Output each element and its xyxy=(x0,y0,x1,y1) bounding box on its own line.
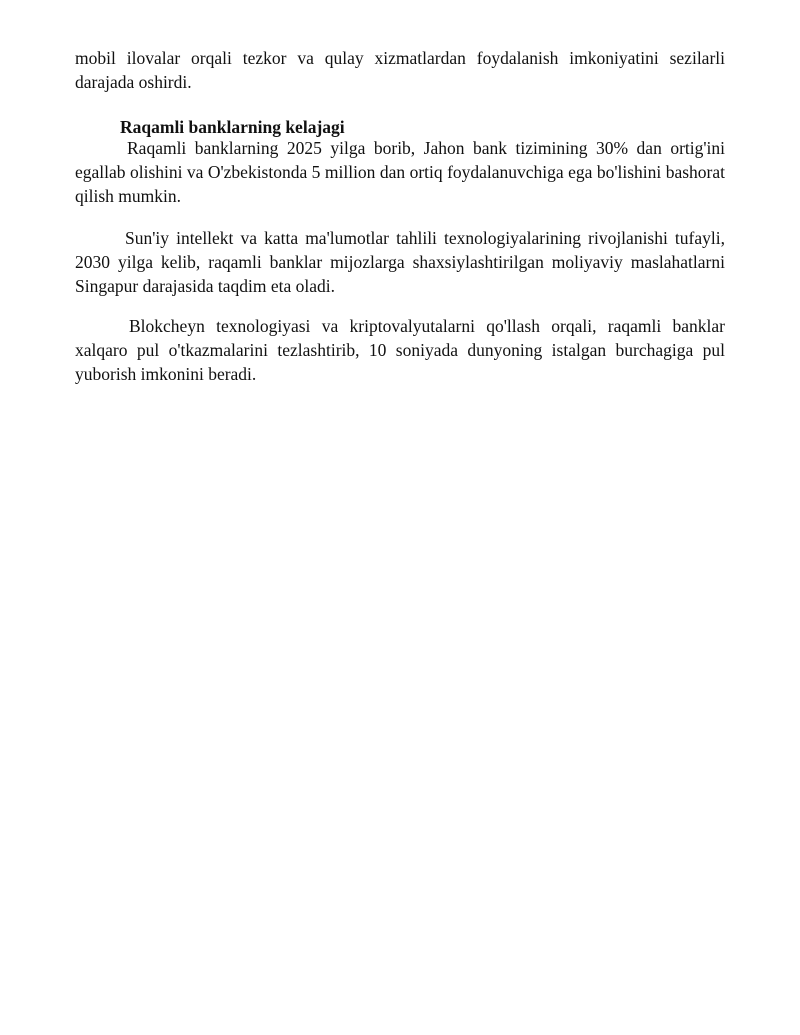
paragraph-continued: mobil ilovalar orqali tezkor va qulay xizmatlardan foydalanish imkoniyatini sezilarli darajada oshirdi. xyxy=(75,48,725,92)
paragraph-blockchain: Blokcheyn texnologiyasi va kriptovalyutalarni qo'llash orqali, raqamli banklar xalqaro pul o'tkazmalarini tezlashtirib, 10 soniyada dunyoning istalgan burchagiga pul yuborish imkonini beradi. xyxy=(75,316,725,384)
paragraph-ai-big-data: Sun'iy intellekt va katta ma'lumotlar tahlili texnologiyalarining rivojlanishi tufayli, 2030 yilga kelib, raqamli banklar mijozlarga shaxsiylashtirilgan moliyaviy maslahatlarni Singapur darajasida taqdim eta oladi. xyxy=(75,228,725,296)
section-heading: Raqamli banklarning kelajagi xyxy=(120,117,345,137)
paragraph-digital-banks-forecast: Raqamli banklarning 2025 yilga borib, Jahon bank tizimining 30% dan ortig'ini egallab olishini va O'zbekistonda 5 million dan ortiq foydalanuvchiga ega bo'lishini bashorat qilish mumkin. xyxy=(75,138,725,206)
